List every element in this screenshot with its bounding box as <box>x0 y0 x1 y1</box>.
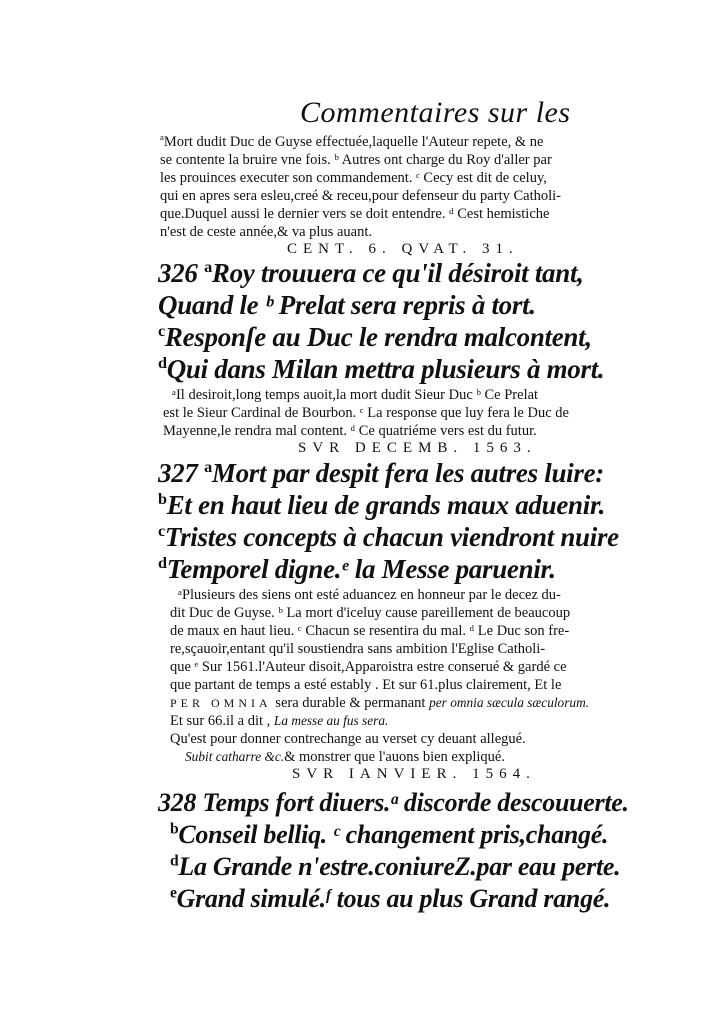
note-line: les prouinces executer son commandement. ᶜ Cecy est dit de celuy, <box>160 170 547 186</box>
note-line: que.Duquel aussi le dernier vers se doit entendre. ᵈ Cest hemistiche <box>160 206 550 222</box>
note-line: qui en apres sera esleu,creé & receu,pour defenseur du party Catholi- <box>160 188 561 204</box>
note-line: est le Sieur Cardinal de Bourbon. ᶜ La response que luy fera le Duc de <box>163 405 569 421</box>
verse-line: $^e$Grand simulé.ᶠ tous au plus Grand rangé. <box>170 884 611 913</box>
verse-line: 328 Temps fort diuers.ᵃ discorde descouuerte. <box>158 788 629 817</box>
note-line: que ᵉ Sur 1561.l'Auteur disoit,Apparoistra estre conserué & gardé ce <box>170 659 567 675</box>
verse-line: $^d$Qui dans Milan mettra plusieurs à mort. <box>158 354 605 384</box>
section-heading: SVR IANVIER. 1564. <box>292 766 536 782</box>
verse-line: $^d$Temporel digne.ᵉ la Messe paruenir. <box>158 554 556 584</box>
verse-line: $^c$Responſe au Duc le rendra malcontent, <box>158 322 592 352</box>
section-heading: CENT. 6. QVAT. 31. <box>287 241 519 257</box>
verse-line: $^c$Tristes concepts à chacun viendront nuire <box>158 522 619 552</box>
verse-line: $^b$Et en haut lieu de grands maux aduenir. <box>158 490 606 520</box>
verse-line: $^d$La Grande n'estre.coniureZ.par eau perte. <box>170 852 621 881</box>
note-line: Qu'est pour donner contrechange au verset cy deuant allegué. <box>170 731 526 747</box>
quatrain-number: 328 <box>158 788 197 817</box>
verse-line: 326 $^a$Roy trouuera ce qu'il désiroit tant, <box>158 258 584 288</box>
quatrain-number: 327 <box>158 458 198 488</box>
note-line: Et sur 66.il a dit , La messe au fus sera. <box>170 713 389 729</box>
note-line: $^a$Mort dudit Duc de Guyse effectuée,laquelle l'Auteur repete, & ne <box>160 132 544 150</box>
note-line: de maux en haut lieu. ᶜ Chacun se resentira du mal. ᵈ Le Duc son fre- <box>170 623 570 639</box>
verse-line: $^b$Conseil belliq. ᶜ changement pris,changé. <box>170 820 609 849</box>
note-line: ᵃIl desiroit,long temps auoit,la mort dudit Sieur Duc ᵇ Ce Prelat <box>172 387 539 403</box>
verse-line: Quand le ᵇ Prelat sera repris à tort. <box>158 290 536 320</box>
note-line: n'est de ceste année,& va plus auant. <box>160 224 372 240</box>
page-header: Commentaires sur les <box>300 96 571 129</box>
note-line: Subit catharre &c.& monstrer que l'auons bien expliqué. <box>185 749 505 765</box>
note-line: dit Duc de Guyse. ᵇ La mort d'iceluy cause pareillement de beaucoup <box>170 605 571 621</box>
note-line: PER OMNIA sera durable & permanant per omnia sæcula sæculorum. <box>170 695 590 711</box>
note-line: re,sçauoir,entant qu'il soustiendra sans ambition l'Eglise Catholi- <box>170 641 546 657</box>
note-line: Mayenne,le rendra mal content. ᵈ Ce quatriéme vers est du futur. <box>163 423 537 439</box>
verse-line: 327 $^a$Mort par despit fera les autres luire: <box>158 458 604 488</box>
note-line: se contente la bruire vne fois. ᵇ Autres ont charge du Roy d'aller par <box>160 152 552 168</box>
note-line: que partant de temps a esté estably . Et sur 61.plus clairement, Et le <box>170 677 562 693</box>
note-line: ᵃPlusieurs des siens ont esté aduancez en honneur par le decez du- <box>178 587 561 603</box>
section-heading: SVR DECEMB. 1563. <box>298 440 537 456</box>
quatrain-number: 326 <box>158 258 198 288</box>
